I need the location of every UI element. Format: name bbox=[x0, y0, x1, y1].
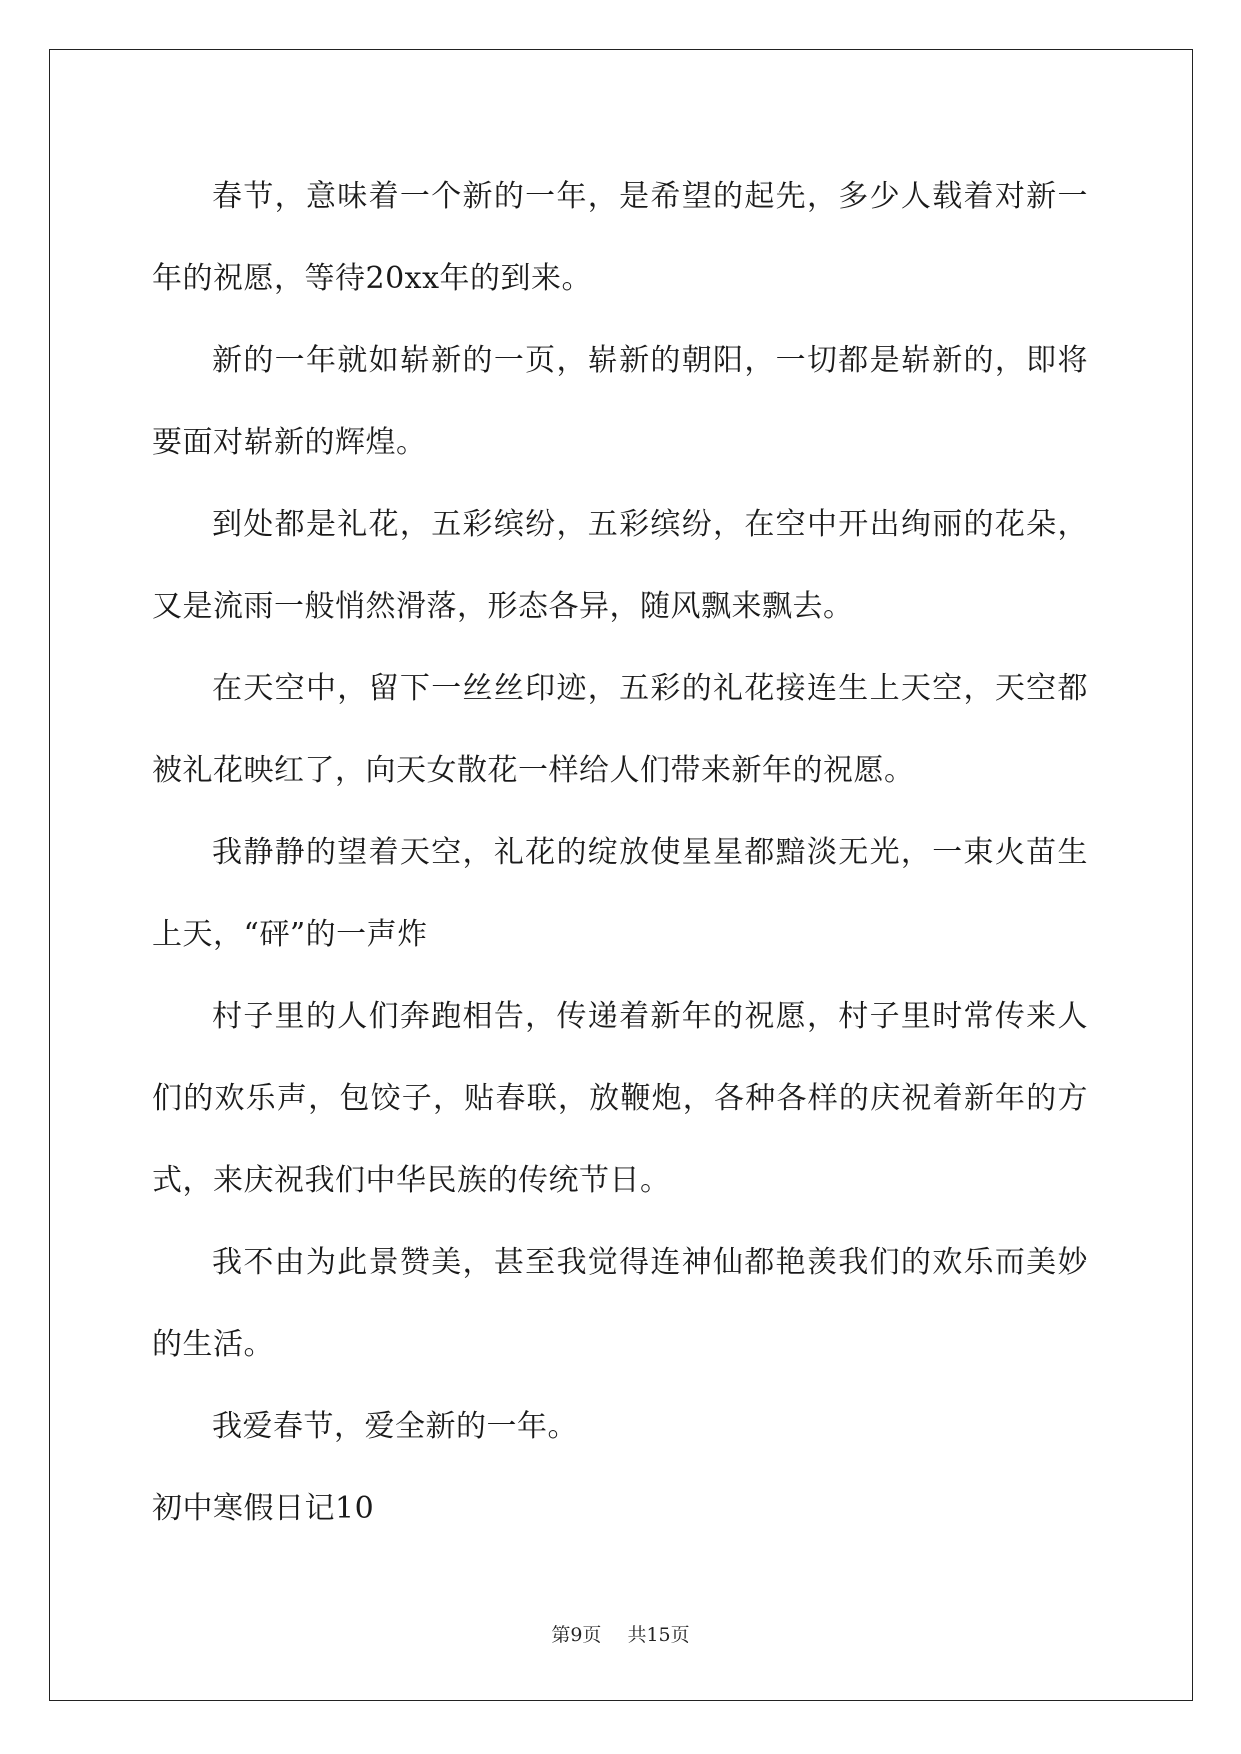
paragraph: 村子里的人们奔跑相告，传递着新年的祝愿，村子里时常传来人们的欢乐声，包饺子，贴春联，放鞭炮，各种各样的庆祝着新年的方式，来庆祝我们中华民族的传统节日。 bbox=[152, 999, 1088, 1198]
paragraph: 到处都是礼花，五彩缤纷，五彩缤纷，在空中开出绚丽的花朵，又是流雨一般悄然滑落，形态各异，随风飘来飘去。 bbox=[152, 507, 1088, 624]
page-number: 第9页 bbox=[551, 1624, 602, 1646]
paragraph: 我静静的望着天空，礼花的绽放使星星都黯淡无光，一束火苗生上天，“砰”的一声炸 bbox=[152, 835, 1088, 952]
paragraph: 新的一年就如崭新的一页，崭新的朝阳，一切都是崭新的，即将要面对崭新的辉煌。 bbox=[152, 343, 1088, 460]
document-body bbox=[152, 156, 1088, 1550]
paragraph: 我爱春节，爱全新的一年。 bbox=[212, 1409, 578, 1444]
page-footer bbox=[0, 1620, 1241, 1647]
section-heading: 初中寒假日记10 bbox=[152, 1491, 375, 1526]
page-total: 共15页 bbox=[627, 1624, 690, 1646]
paragraph: 春节，意味着一个新的一年，是希望的起先，多少人载着对新一年的祝愿，等待20xx年的到来。 bbox=[152, 179, 1088, 296]
paragraph: 在天空中，留下一丝丝印迹，五彩的礼花接连生上天空，天空都被礼花映红了，向天女散花一样给人们带来新年的祝愿。 bbox=[152, 671, 1088, 788]
paragraph: 我不由为此景赞美，甚至我觉得连神仙都艳羡我们的欢乐而美妙的生活。 bbox=[152, 1245, 1088, 1362]
